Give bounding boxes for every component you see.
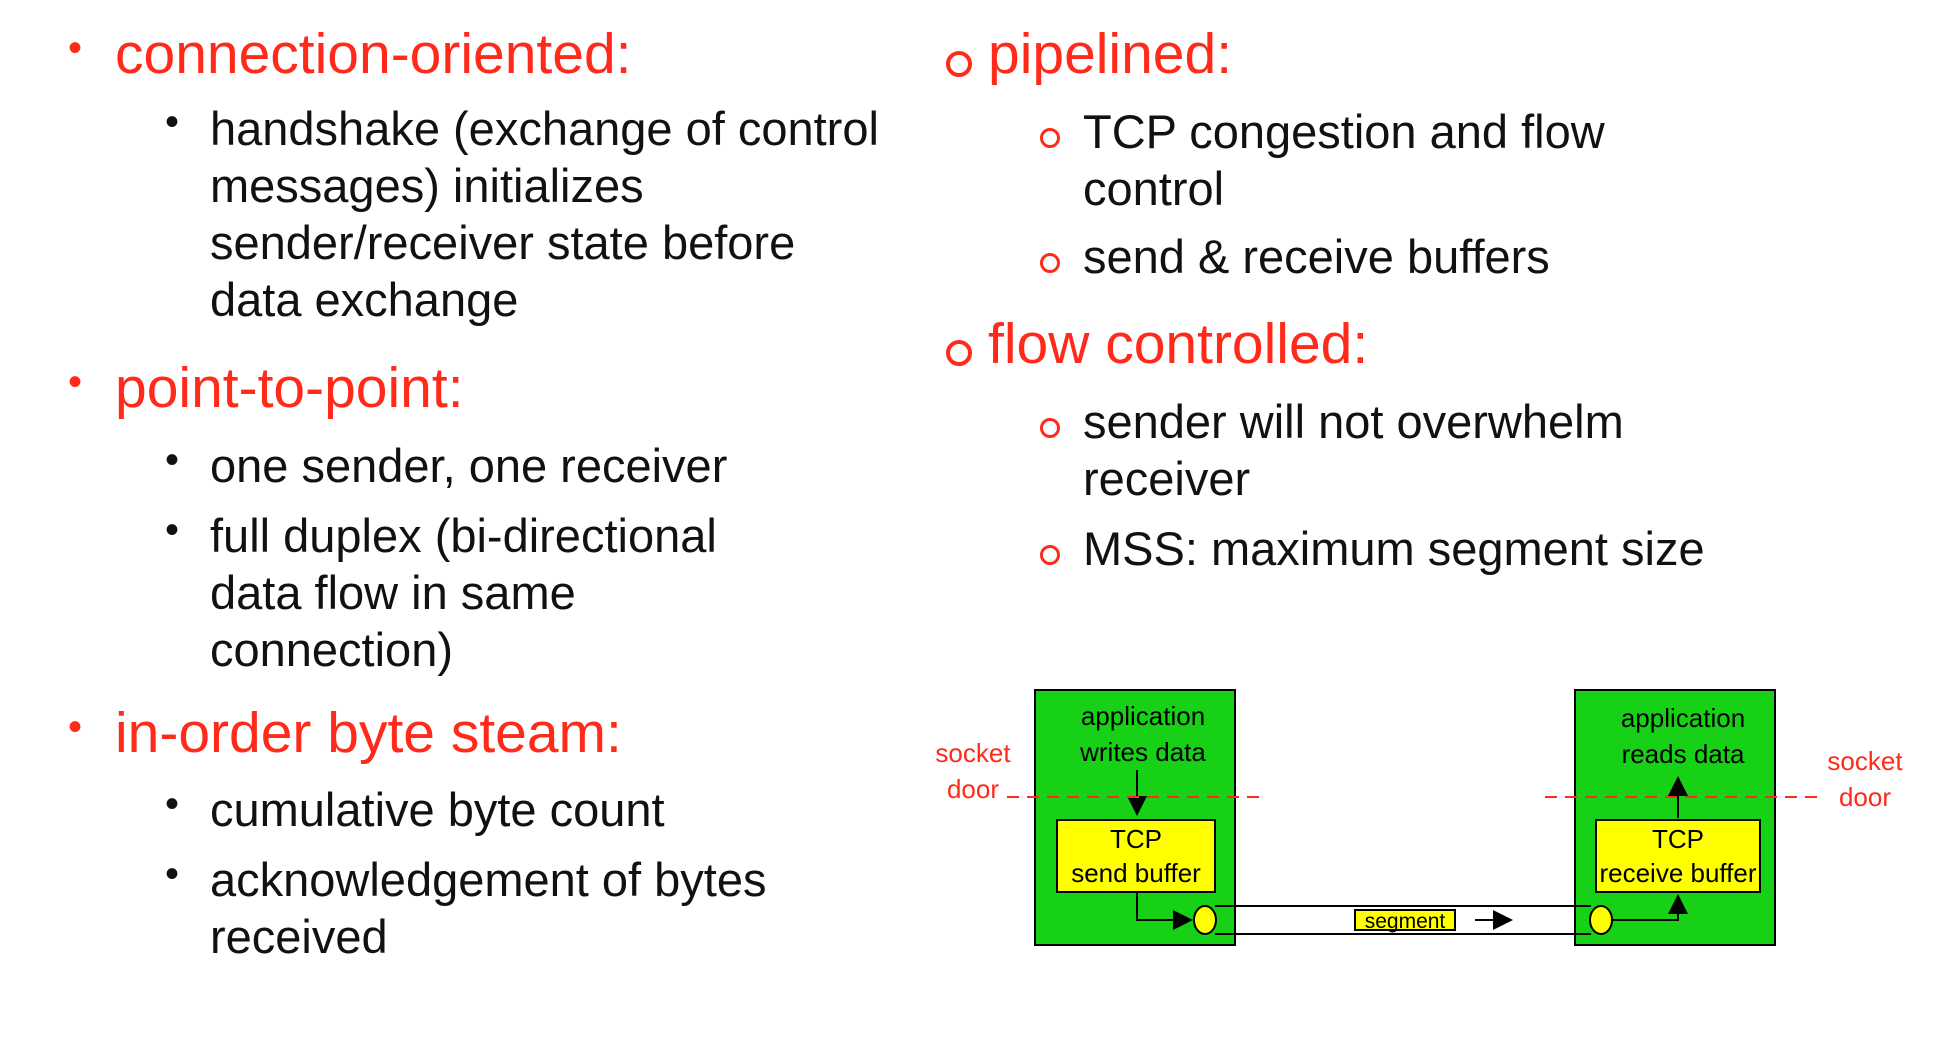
sender-app-line2: writes data <box>1080 737 1206 767</box>
item-bullet: • <box>165 508 180 552</box>
send-buffer-line1: TCP <box>1110 824 1162 854</box>
section-heading-point-to-point: point-to-point: <box>115 356 464 420</box>
heading-bullet: • <box>68 26 83 70</box>
item-mss: MSS: maximum segment size <box>1083 522 1705 575</box>
send-buffer-line2: send buffer <box>1071 858 1201 888</box>
item-circle-bullet <box>1040 545 1060 565</box>
socket-left-line2: door <box>946 774 1000 804</box>
item-handshake: handshake (exchange of control messages) initializes sender/receiver state before data exchange <box>210 102 879 326</box>
heading-circle-bullet <box>946 340 972 366</box>
sender-app-line1: application <box>1080 701 1206 731</box>
section-heading-pipelined: pipelined: <box>988 22 1233 86</box>
item-circle-bullet <box>1040 253 1060 273</box>
heading-circle-bullet <box>946 51 972 77</box>
receiver-app-line2: reads data <box>1621 739 1745 769</box>
item-buffers: send & receive buffers <box>1083 230 1550 283</box>
heading-bullet: • <box>68 705 83 749</box>
sender-socket <box>1194 906 1216 934</box>
item-bullet: • <box>165 782 180 826</box>
section-heading-in-order: in-order byte steam: <box>115 701 622 765</box>
tcp-buffer-diagram <box>915 680 1925 980</box>
socket-right-line1: socket <box>1827 746 1903 776</box>
item-circle-bullet <box>1040 418 1060 438</box>
item-full-duplex: full duplex (bi-directional data flow in same connection) <box>210 509 717 676</box>
section-heading-connection-oriented: connection-oriented: <box>115 22 632 86</box>
item-congestion: TCP congestion and flow control <box>1083 105 1605 215</box>
receiver-app-line1: application <box>1620 703 1746 733</box>
item-one-sender: one sender, one receiver <box>210 439 728 492</box>
receive-buffer-line2: receive buffer <box>1599 858 1757 888</box>
segment-label: segment <box>1364 910 1446 933</box>
receiver-socket <box>1590 906 1612 934</box>
item-circle-bullet <box>1040 128 1060 148</box>
item-overwhelm: sender will not overwhelm receiver <box>1083 395 1624 505</box>
item-acknowledgement: acknowledgement of bytes received <box>210 853 767 963</box>
heading-bullet: • <box>68 360 83 404</box>
item-cumulative: cumulative byte count <box>210 783 665 836</box>
section-heading-flow-controlled: flow controlled: <box>988 312 1369 376</box>
socket-right-line2: door <box>1838 782 1892 812</box>
item-bullet: • <box>165 852 180 896</box>
receive-buffer-line1: TCP <box>1652 824 1704 854</box>
item-bullet: • <box>165 438 180 482</box>
item-bullet: • <box>165 100 180 144</box>
socket-left-line1: socket <box>935 738 1011 768</box>
